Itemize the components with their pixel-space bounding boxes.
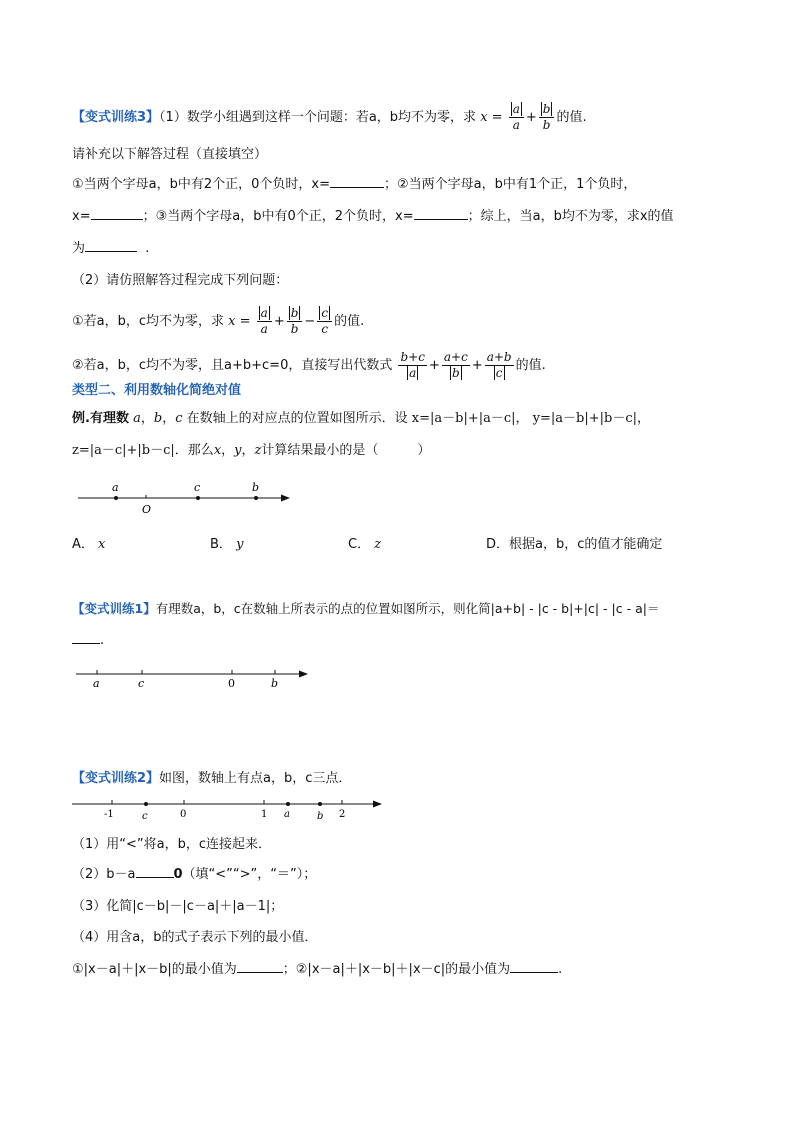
ex3-part2: （2）请仿照解答过程完成下列问题： [72,273,289,288]
point-a [114,496,118,500]
label-c: c [194,481,201,494]
ex3-q2-suffix: 的值. [515,358,546,373]
point-b [318,802,322,806]
option-b-value: y [236,537,244,552]
answer-blank[interactable] [237,972,283,973]
option-a[interactable] [72,536,105,554]
fraction-abs-b-over-b: $\frac{b}{b}$ [287,306,303,337]
ex2-tag: 【变式训练2】 [72,771,160,786]
arrow-head [299,671,308,678]
arrow-head [281,495,290,502]
example-line-2: z=|a－c|+|b－c|．那么x，y，z计算结果最小的是（ ） [72,443,431,458]
fraction-abs-a-over-a: $\frac{a}{a}$ [509,102,524,133]
ex3-case-line-1 [72,176,636,194]
ex1-answer-line [72,632,104,650]
label-a: a [112,481,119,494]
ex3-result-line [72,240,149,258]
ex3-q1-prefix: ①若a，b，c均不为零，求 [72,314,225,329]
section-title: 类型二、利用数轴化简绝对值 [72,383,242,398]
option-a-label: A． [72,537,94,552]
answer-blank[interactable] [330,187,384,188]
ex2-q5-line [72,961,562,979]
ex3-problem-line: 【变式训练3】（1）数学小组遇到这样一个问题：若a，b均不为零，求 x = $\frac{a}{a}$ + $\frac{b}{b}$ 的值. [72,102,587,132]
label-b: b [317,811,324,822]
option-d-value: 根据a，b，c的值才能确定 [509,537,663,552]
ex2-q2-zero: 0 [173,867,183,882]
answer-blank[interactable] [85,251,137,252]
label-a: a [93,677,100,690]
ex3-case1: ①当两个字母a，b中有2个正，0个负时，x= [72,177,331,192]
option-c-label: C． [348,537,371,552]
label-minus-one: -1 [104,809,114,820]
ex3-summary: ；综上，当a，b均不为零，求x的值 [467,209,674,224]
ex3-case3: ；③当两个字母a，b中有0个正，2个负时，x= [142,209,414,224]
ex3-q1-line: ①若a，b，c均不为零，求 x = $\frac{a}{a}$ + $\frac{b}{b}$ − $\frac{c}{c}$ 的值. [72,306,365,336]
ex2-q5-prefix: ①|x－a|＋|x－b|的最小值为 [72,962,237,977]
z-definition: z=|a－c|+|b－c| [72,443,175,458]
answer-blank[interactable] [510,972,558,973]
label-origin: O [142,503,152,516]
fraction-abs-b-over-b: $\frac{b}{b}$ [539,102,555,133]
label-zero: 0 [228,677,235,690]
arrow-head [373,801,382,808]
ex3-result-prefix: 为 [72,241,86,256]
option-d-label: D． [486,537,510,552]
ex2-q1: （1）用“<”将a，b，c连接起来． [72,837,271,852]
option-d[interactable] [486,536,662,554]
answer-blank[interactable] [414,219,468,220]
ex2-q2-suffix: （填“<”“>”，“＝”）； [182,867,317,882]
ex2-text: 如图，数轴上有点a，b，c三点． [159,771,352,786]
ex3-p1-suffix: 的值. [556,110,587,125]
number-line-example [70,476,300,518]
ex3-case2: ；②当两个字母a，b中有1个正，1个负时， [384,177,637,192]
ex1-text: 有理数a，b，c在数轴上所表示的点的位置如图所示，则化简|a+b| - |c - b|+|c| - |c - a|＝ [155,601,660,616]
ex2-q2-prefix: （2）b－a [72,867,136,882]
example-mid: 在数轴上的对应点的位置如图所示．设 [186,411,408,426]
fraction-ac-over-abs-b: $\frac{a+c}{b}$ [443,350,468,380]
option-c[interactable] [348,536,381,554]
point-c [144,802,148,806]
ex2-line [72,770,351,788]
label-a: a [284,809,290,820]
ex1-line [72,600,659,618]
ex3-x-label: x = [480,110,503,125]
ex3-case-line-2 [72,208,674,226]
ex3-q1-suffix: 的值. [334,314,365,329]
label-one: 1 [261,809,268,820]
ex3-q2-prefix: ②若a，b，c均不为零，且a+b+c=0，直接写出代数式 [72,358,393,373]
label-two: 2 [339,809,346,820]
answer-blank[interactable] [136,877,174,878]
ex1-end: . [100,633,105,648]
ex2-q5-end: . [558,962,563,977]
ex3-q2-line: ②若a，b，c均不为零，且a+b+c=0，直接写出代数式 $\frac{b+c}{a}$ + $\frac{a+c}{b}$ + $\frac{a+b}{c}$ 的值. [72,350,546,380]
label-c: c [138,677,145,690]
answer-blank[interactable] [72,643,100,644]
number-line-ex2 [66,796,390,824]
option-b-label: B． [210,537,232,552]
fraction-abs-a-over-a: $\frac{a}{a}$ [257,306,272,337]
answer-blank[interactable] [91,219,143,220]
ex2-q2-line [72,866,316,884]
point-b [254,496,258,500]
ex3-p1-text: （1）数学小组遇到这样一个问题：若a，b均不为零，求 [159,110,477,125]
ex3-case2-x: x= [72,209,91,224]
example-line2-mid: ．那么 [174,443,214,458]
ex3-q1-x: x = [228,314,251,329]
option-b[interactable] [210,536,243,554]
example-line2-suffix: 计算结果最小的是（ ） [261,443,431,458]
ex1-tag: 【变式训练1】 [72,601,156,616]
ex3-tag: 【变式训练3】 [72,110,160,125]
fraction-abs-c-over-c: $\frac{c}{c}$ [317,306,332,337]
number-line-ex1 [70,664,320,694]
fraction-ab-over-abs-c: $\frac{a+b}{c}$ [486,350,512,380]
fraction-bc-over-abs-a: $\frac{b+c}{a}$ [400,350,425,380]
ex2-q3: （3）化简|c－b|－|c－a|＋|a－1|； [72,899,284,914]
ex3-instruction: 请补充以下解答过程（直接填空） [72,147,268,162]
example-line-1: 例.有理数 a，b，c 在数轴上的对应点的位置如图所示．设 x=|a－b|+|a－c|， y=|a－b|+|b－c|， [72,411,651,426]
label-b: b [252,481,260,494]
ex2-q4: （4）用含a，b的式子表示下列的最小值． [72,930,318,945]
label-c: c [142,811,148,822]
label-zero: 0 [180,809,187,820]
option-c-value: z [374,537,382,552]
point-c [196,496,200,500]
example-prefix: 例.有理数 [72,411,129,426]
point-a [286,802,290,806]
ex2-q5-mid: ；②|x－a|＋|x－b|＋|x－c|的最小值为 [282,962,511,977]
label-b: b [271,677,279,690]
x-definition: x=|a－b|+|a－c| [411,411,516,426]
y-definition: y=|a－b|+|b－c| [532,411,638,426]
option-a-value: x [98,537,106,552]
ex3-result-suffix: . [145,241,150,256]
